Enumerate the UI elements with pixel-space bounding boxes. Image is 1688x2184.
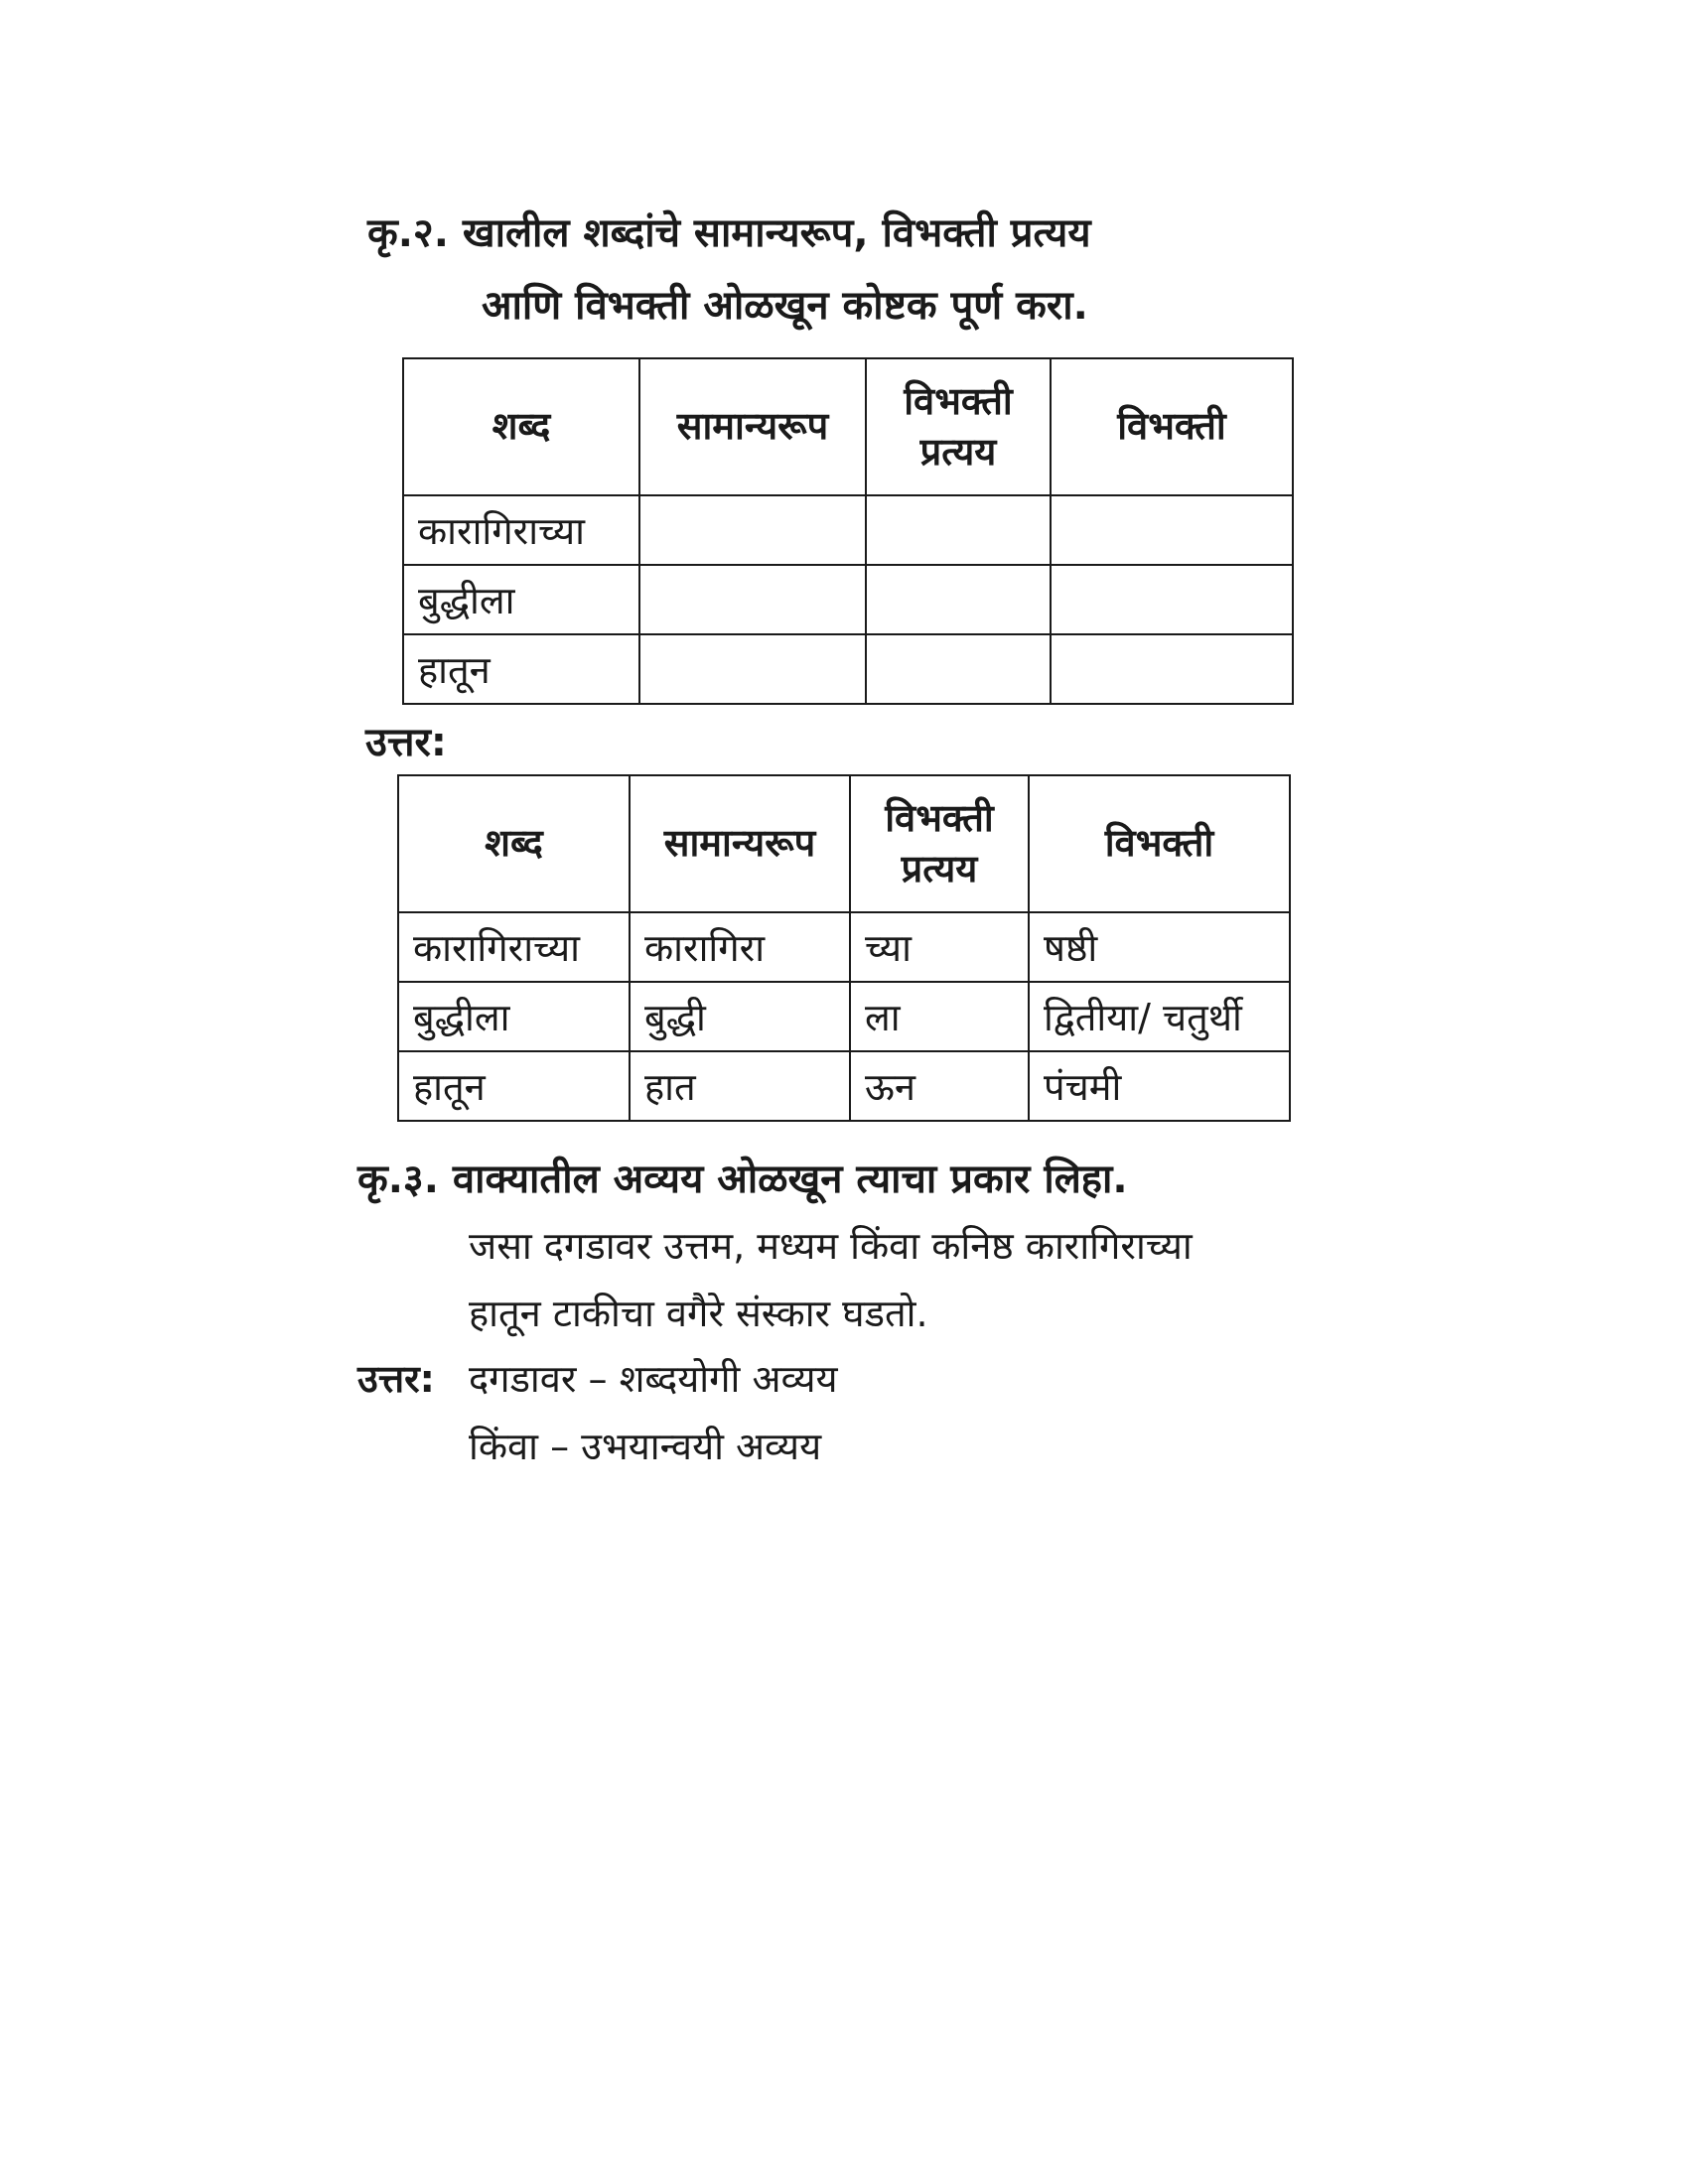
header-pratyay (850, 775, 1029, 912)
q3-label: कृ.३. (357, 1157, 439, 1202)
cell-vibhakti: द्वितीया/ चतुर्थी (1029, 982, 1290, 1051)
cell-word: हातून (398, 1051, 630, 1121)
cell-samanyarup: हात (630, 1051, 850, 1121)
header-pratyay-line1: विभक्ती (885, 795, 994, 840)
q2-label: कृ.२. (367, 210, 449, 256)
table-row (403, 634, 1293, 704)
q2-text-line2: आणि विभक्ती ओळखून कोष्टक पूर्ण करा. (482, 283, 1088, 329)
answer-label: उत्तर: (365, 720, 447, 765)
cell-word: बुद्धीला (403, 565, 639, 634)
cell-blank (1051, 495, 1293, 565)
table-row (398, 1051, 1290, 1121)
cell-blank (639, 495, 866, 565)
q3-sentence-line2: हातून टाकीचा वगैरे संस्कार घडतो. (469, 1292, 928, 1335)
table-row (403, 495, 1293, 565)
header-samanyarup: सामान्यरूप (630, 775, 850, 912)
q3-answer-line1 (357, 1352, 838, 1404)
question-table (402, 357, 1294, 705)
cell-pratyay: ला (850, 982, 1029, 1051)
table-row (403, 565, 1293, 634)
cell-vibhakti: षष्ठी (1029, 912, 1290, 982)
cell-samanyarup: कारागिरा (630, 912, 850, 982)
cell-word: हातून (403, 634, 639, 704)
cell-blank (866, 565, 1051, 634)
q3-answer-line2: किंवा – उभयान्वयी अव्यय (469, 1425, 822, 1468)
header-samanyarup: सामान्यरूप (639, 358, 866, 495)
q2-text-line1: खालील शब्दांचे सामान्यरूप, विभक्ती प्रत्यय (462, 210, 1091, 256)
cell-blank (866, 495, 1051, 565)
answer-table-header-row (398, 775, 1290, 912)
answer-table (397, 774, 1291, 1122)
header-pratyay-line1: विभक्ती (904, 378, 1013, 423)
q3-title: वाक्यातील अव्यय ओळखून त्याचा प्रकार लिहा. (452, 1157, 1128, 1202)
cell-pratyay: ऊन (850, 1051, 1029, 1121)
q3-sentence-line1: जसा दगडावर उत्तम, मध्यम किंवा कनिष्ठ कारागिराच्या (469, 1224, 1193, 1268)
header-pratyay-line2: प्रत्यय (919, 430, 997, 474)
cell-pratyay: च्या (850, 912, 1029, 982)
question-table-header-row (403, 358, 1293, 495)
q3-title-line (357, 1150, 1128, 1204)
q3-answer-text1: दगडावर – शब्दयोगी अव्यय (469, 1357, 838, 1401)
cell-blank (866, 634, 1051, 704)
header-word: शब्द (398, 775, 630, 912)
header-vibhakti: विभक्ती (1029, 775, 1290, 912)
header-pratyay (866, 358, 1051, 495)
cell-word: बुद्धीला (398, 982, 630, 1051)
cell-samanyarup: बुद्धी (630, 982, 850, 1051)
cell-blank (639, 565, 866, 634)
table-row (398, 982, 1290, 1051)
cell-blank (639, 634, 866, 704)
cell-blank (1051, 634, 1293, 704)
header-pratyay-line2: प्रत्यय (901, 847, 978, 890)
cell-word: कारागिराच्या (403, 495, 639, 565)
cell-vibhakti: पंचमी (1029, 1051, 1290, 1121)
table-row (398, 912, 1290, 982)
header-vibhakti: विभक्ती (1051, 358, 1293, 495)
q3-answer-label: उत्तर: (357, 1357, 435, 1401)
cell-word: कारागिराच्या (398, 912, 630, 982)
header-word: शब्द (403, 358, 639, 495)
q2-line1 (367, 204, 1091, 258)
cell-blank (1051, 565, 1293, 634)
